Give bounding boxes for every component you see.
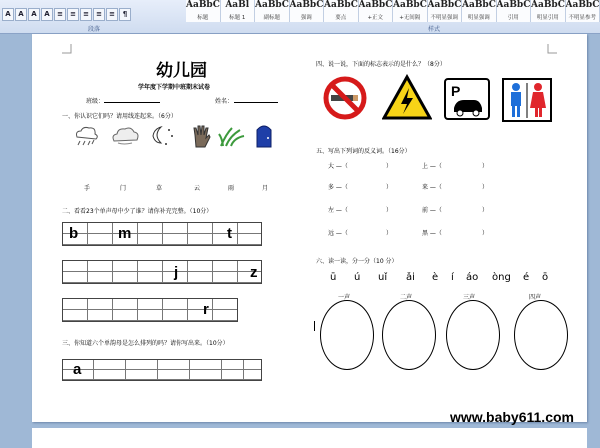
restroom-icon: [502, 78, 552, 122]
question-2-text: 二、看看23个单声母中少了谁？请你补充完整。（10分）: [62, 206, 212, 215]
question-3-text: 三、你知道六个单韵母是怎么排列的吗？请你写出来。（10分）: [62, 338, 229, 347]
pinyin-syllable: í: [451, 272, 454, 283]
ribbon: [0, 0, 600, 34]
antonym-prompt: 多 —（: [328, 182, 348, 191]
style-preview: AaBbC: [428, 0, 462, 10]
q1-word: 草: [156, 183, 162, 192]
antonym-close: ）: [482, 182, 488, 191]
document-page[interactable]: [32, 34, 587, 422]
style-tile[interactable]: [359, 0, 394, 22]
antonym-prompt: 大 —（: [328, 161, 348, 170]
class-label: 班级：: [86, 96, 104, 105]
style-preview: AaBbC: [290, 0, 324, 10]
style-tile[interactable]: [531, 0, 566, 22]
rain-cloud-icon: [72, 125, 100, 149]
styles-gallery: [186, 0, 600, 22]
pinyin-syllable: ō: [542, 272, 548, 283]
tone-label: 三声: [463, 292, 475, 301]
pinyin-writing-grid[interactable]: [62, 222, 262, 246]
font-size-button[interactable]: A: [28, 8, 40, 21]
initial-letter: b: [69, 226, 78, 241]
group-label-styles: 样式: [428, 24, 440, 33]
antonym-close: ）: [386, 182, 392, 191]
q1-word: 月: [262, 183, 268, 192]
next-page: [32, 428, 587, 448]
antonym-prompt: 左 —（: [328, 205, 348, 214]
pinyin-writing-grid[interactable]: [62, 359, 262, 381]
style-label: 副标题: [255, 13, 289, 21]
antonym-close: ）: [386, 205, 392, 214]
question-4-text: 四、说一说，下面的标志表示的是什么？（8分）: [316, 59, 446, 68]
antonym-prompt: 上 —（: [422, 161, 442, 170]
antonym-prompt: 来 —（: [422, 182, 442, 191]
crop-mark-icon: [62, 44, 72, 54]
pinyin-syllable: è: [432, 272, 438, 283]
q1-word: 雨: [228, 183, 234, 192]
initial-letter: z: [250, 265, 258, 280]
name-field[interactable]: [234, 102, 278, 103]
no-smoking-icon: [320, 76, 370, 120]
style-preview: AaBbC: [359, 0, 393, 10]
style-label: 不明显强调: [428, 13, 462, 21]
initial-letter: r: [203, 302, 209, 317]
group-label-paragraph: 段落: [88, 24, 100, 33]
cloud-icon: [110, 125, 140, 147]
style-preview: AaBl: [221, 0, 255, 10]
line-spacing-button[interactable]: ≡: [106, 8, 118, 21]
style-label: 明显引用: [531, 13, 565, 21]
tone-label: 一声: [338, 292, 350, 301]
page-subtitle: 学年度下学期中班期末试卷: [138, 82, 210, 91]
tone-label: 四声: [529, 292, 541, 301]
antonym-close: ）: [482, 161, 488, 170]
grass-icon: [218, 124, 246, 148]
question-6-text: 六、读一读，分一分（10 分）: [316, 256, 398, 265]
antonym-prompt: 前 —（: [422, 205, 442, 214]
antonym-close: ）: [386, 228, 392, 237]
justify-button[interactable]: ≡: [93, 8, 105, 21]
style-preview: AaBbC: [566, 0, 600, 10]
initial-letter: j: [174, 265, 178, 280]
style-preview: AaBbC: [324, 0, 358, 10]
antonym-close: ）: [386, 161, 392, 170]
style-preview: AaBbC: [497, 0, 531, 10]
hand-icon: [190, 123, 212, 149]
align-left-button[interactable]: ≡: [54, 8, 66, 21]
style-label: 标题 1: [221, 13, 255, 21]
antonym-close: ）: [482, 228, 488, 237]
style-label: 要点: [324, 13, 358, 21]
class-field[interactable]: [104, 102, 160, 103]
pinyin-syllable: ú: [354, 272, 360, 283]
question-5-text: 五、写出下列词的反义词。（16分）: [316, 146, 411, 155]
q1-word: 云: [194, 183, 200, 192]
q1-word: 门: [120, 183, 126, 192]
paragraph-toolbar: [2, 8, 131, 22]
highlight-button[interactable]: A: [15, 8, 27, 21]
antonym-close: ）: [482, 205, 488, 214]
antonym-prompt: 远 —（: [328, 228, 348, 237]
svg-text:P: P: [451, 83, 460, 99]
style-label: +无间隔: [393, 13, 427, 21]
font-color-button[interactable]: A: [2, 8, 14, 21]
tone-answer-oval[interactable]: [382, 300, 436, 370]
pinyin-syllable: é: [523, 272, 529, 283]
pinyin-syllable: uǐ: [378, 272, 387, 283]
parking-icon: [444, 78, 490, 120]
style-tile[interactable]: [290, 0, 325, 22]
style-preview: AaBbC: [462, 0, 496, 10]
question-1-text: 一、你认识它们吗？请用线连起来。（6分）: [62, 111, 177, 120]
text-cursor: [314, 321, 315, 331]
tone-answer-oval[interactable]: [320, 300, 374, 370]
style-preview: AaBbC: [393, 0, 427, 10]
pinyin-syllable: ǎi: [406, 272, 415, 283]
style-label: +正文: [359, 13, 393, 21]
crop-mark-icon: [547, 44, 557, 54]
char-shading-button[interactable]: A: [41, 8, 53, 21]
initial-letter: m: [118, 226, 131, 241]
antonym-prompt: 黑 —（: [422, 228, 442, 237]
paragraph-mark-button[interactable]: ¶: [119, 8, 131, 21]
pinyin-syllable: òng: [492, 272, 511, 283]
pinyin-writing-grid[interactable]: [62, 260, 262, 284]
style-label: 不明显参考: [566, 13, 600, 21]
tone-answer-oval[interactable]: [514, 300, 568, 370]
page-title: 幼儿园: [156, 56, 207, 81]
watermark: www.baby611.com: [450, 409, 574, 425]
style-tile[interactable]: [462, 0, 497, 22]
name-label: 姓名：: [215, 96, 233, 105]
style-preview: AaBbC: [531, 0, 565, 10]
style-tile[interactable]: [393, 0, 428, 22]
align-right-button[interactable]: ≡: [80, 8, 92, 21]
tone-label: 二声: [400, 292, 412, 301]
style-tile[interactable]: [255, 0, 290, 22]
style-tile[interactable]: [221, 0, 256, 22]
pinyin-writing-grid[interactable]: [62, 298, 238, 322]
style-tile[interactable]: [566, 0, 600, 22]
style-label: 标题: [186, 13, 220, 21]
style-tile[interactable]: [186, 0, 221, 22]
moon-icon: [149, 124, 177, 150]
initial-letter: t: [227, 226, 232, 241]
style-preview: AaBbC: [255, 0, 289, 10]
pinyin-syllable: ū: [330, 272, 336, 283]
style-label: 明显强调: [462, 13, 496, 21]
style-label: 强调: [290, 13, 324, 21]
style-tile[interactable]: [324, 0, 359, 22]
door-icon: [256, 122, 272, 148]
q1-word: 手: [84, 183, 90, 192]
style-preview: AaBbC: [186, 0, 220, 10]
tone-answer-oval[interactable]: [446, 300, 500, 370]
style-label: 引用: [497, 13, 531, 21]
pinyin-syllable: áo: [466, 272, 478, 283]
electric-hazard-icon: [382, 74, 432, 120]
style-tile[interactable]: [428, 0, 463, 22]
style-tile[interactable]: [497, 0, 532, 22]
vowel-letter: a: [73, 362, 81, 377]
align-center-button[interactable]: ≡: [67, 8, 79, 21]
